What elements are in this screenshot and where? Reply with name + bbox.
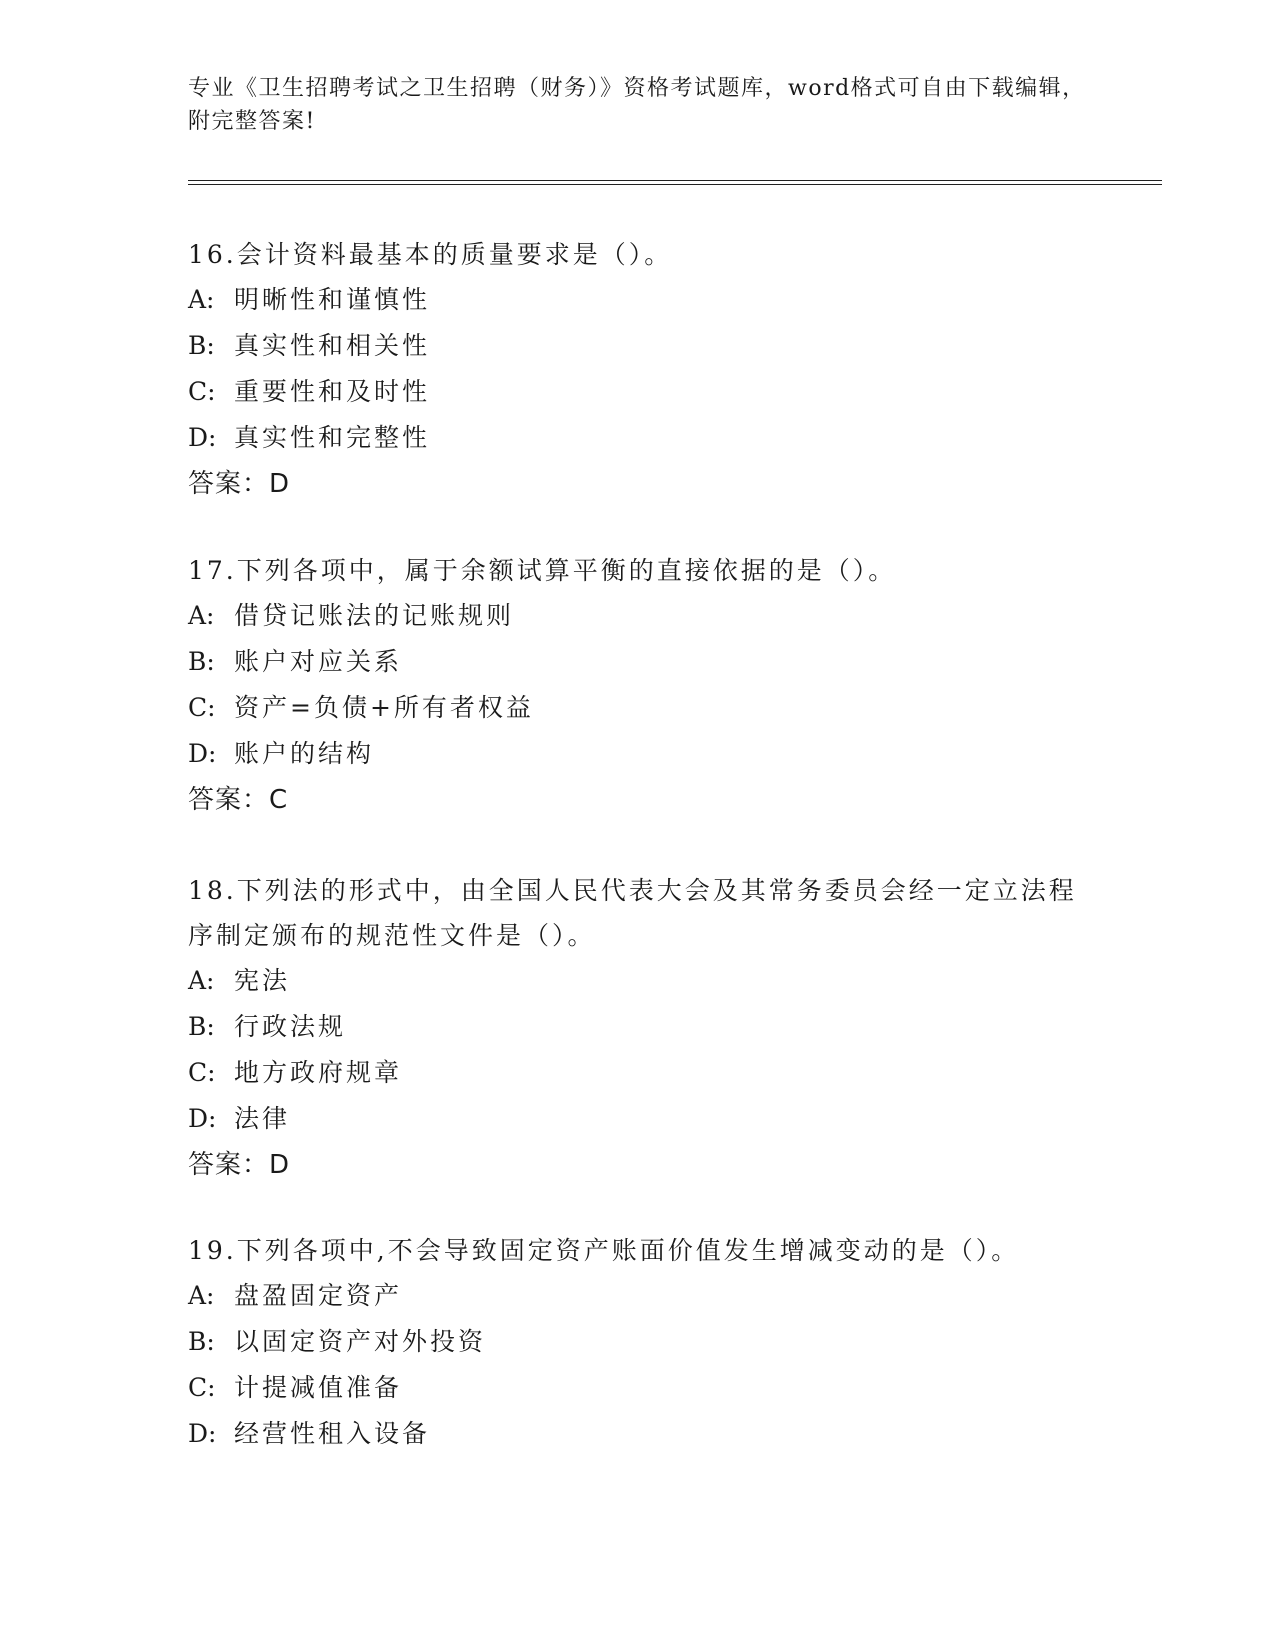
question-stem: 18.下列法的形式中，由全国人民代表大会及其常务委员会经一定立法程序制定颁布的规范性文件是（）。 [188, 876, 1077, 950]
option-letter: A: [188, 601, 215, 630]
option-a [188, 593, 1088, 639]
option-letter: A: [188, 1281, 215, 1310]
option-text: 以固定资产对外投资 [234, 1327, 487, 1356]
option-text: 借贷记账法的记账规则 [234, 601, 515, 630]
option-text: 账户的结构 [234, 739, 375, 768]
option-letter: D: [188, 1419, 217, 1448]
answer-line: 答案：D [188, 469, 291, 499]
option-text: 账户对应关系 [234, 647, 403, 676]
option-c [188, 685, 1088, 731]
option-text: 重要性和及时性 [234, 377, 431, 406]
option-d [188, 731, 1088, 777]
option-letter: D: [188, 739, 217, 768]
option-letter: C: [188, 693, 216, 722]
option-c [188, 369, 1088, 415]
option-letter: D: [188, 1104, 217, 1133]
question-stem: 19.下列各项中,不会导致固定资产账面价值发生增减变动的是（）。 [188, 1236, 1020, 1265]
question-stem: 17.下列各项中，属于余额试算平衡的直接依据的是（）。 [188, 556, 897, 585]
option-text: 真实性和完整性 [234, 423, 431, 452]
option-c [188, 1365, 1088, 1411]
document-header: 专业《卫生招聘考试之卫生招聘（财务）》资格考试题库，word格式可自由下载编辑，附完整答案! [188, 76, 1086, 134]
option-c [188, 1050, 1088, 1096]
option-a [188, 1273, 1088, 1319]
answer-line: 答案：D [188, 1150, 291, 1180]
option-letter: C: [188, 377, 216, 406]
option-letter: B: [188, 1327, 215, 1356]
question-17 [188, 548, 1088, 823]
option-letter: A: [188, 285, 215, 314]
option-letter: A: [188, 966, 215, 995]
question-16 [188, 232, 1088, 507]
option-d [188, 1411, 1088, 1457]
option-letter: B: [188, 647, 215, 676]
option-b [188, 323, 1088, 369]
header-divider-bottom [188, 184, 1162, 185]
option-a [188, 277, 1088, 323]
option-text: 计提减值准备 [234, 1373, 403, 1402]
question-19 [188, 1228, 1088, 1457]
option-letter: B: [188, 1012, 215, 1041]
question-18 [188, 868, 1088, 1188]
option-text: 资产=负债+所有者权益 [234, 693, 534, 722]
option-b [188, 1004, 1088, 1050]
option-text: 行政法规 [234, 1012, 347, 1041]
option-b [188, 1319, 1088, 1365]
option-letter: B: [188, 331, 215, 360]
option-letter: C: [188, 1058, 216, 1087]
option-text: 经营性租入设备 [234, 1419, 431, 1448]
option-text: 真实性和相关性 [234, 331, 431, 360]
option-text: 法律 [234, 1104, 291, 1133]
option-b [188, 639, 1088, 685]
question-stem: 16.会计资料最基本的质量要求是（）。 [188, 240, 673, 269]
option-text: 盘盈固定资产 [234, 1281, 403, 1310]
option-d [188, 415, 1088, 461]
option-text: 地方政府规章 [234, 1058, 403, 1087]
option-letter: C: [188, 1373, 216, 1402]
answer-line: 答案：C [188, 785, 289, 815]
header-divider-top [188, 180, 1162, 181]
option-a [188, 958, 1088, 1004]
option-d [188, 1096, 1088, 1142]
option-text: 宪法 [234, 966, 291, 995]
option-letter: D: [188, 423, 217, 452]
option-text: 明晰性和谨慎性 [234, 285, 431, 314]
